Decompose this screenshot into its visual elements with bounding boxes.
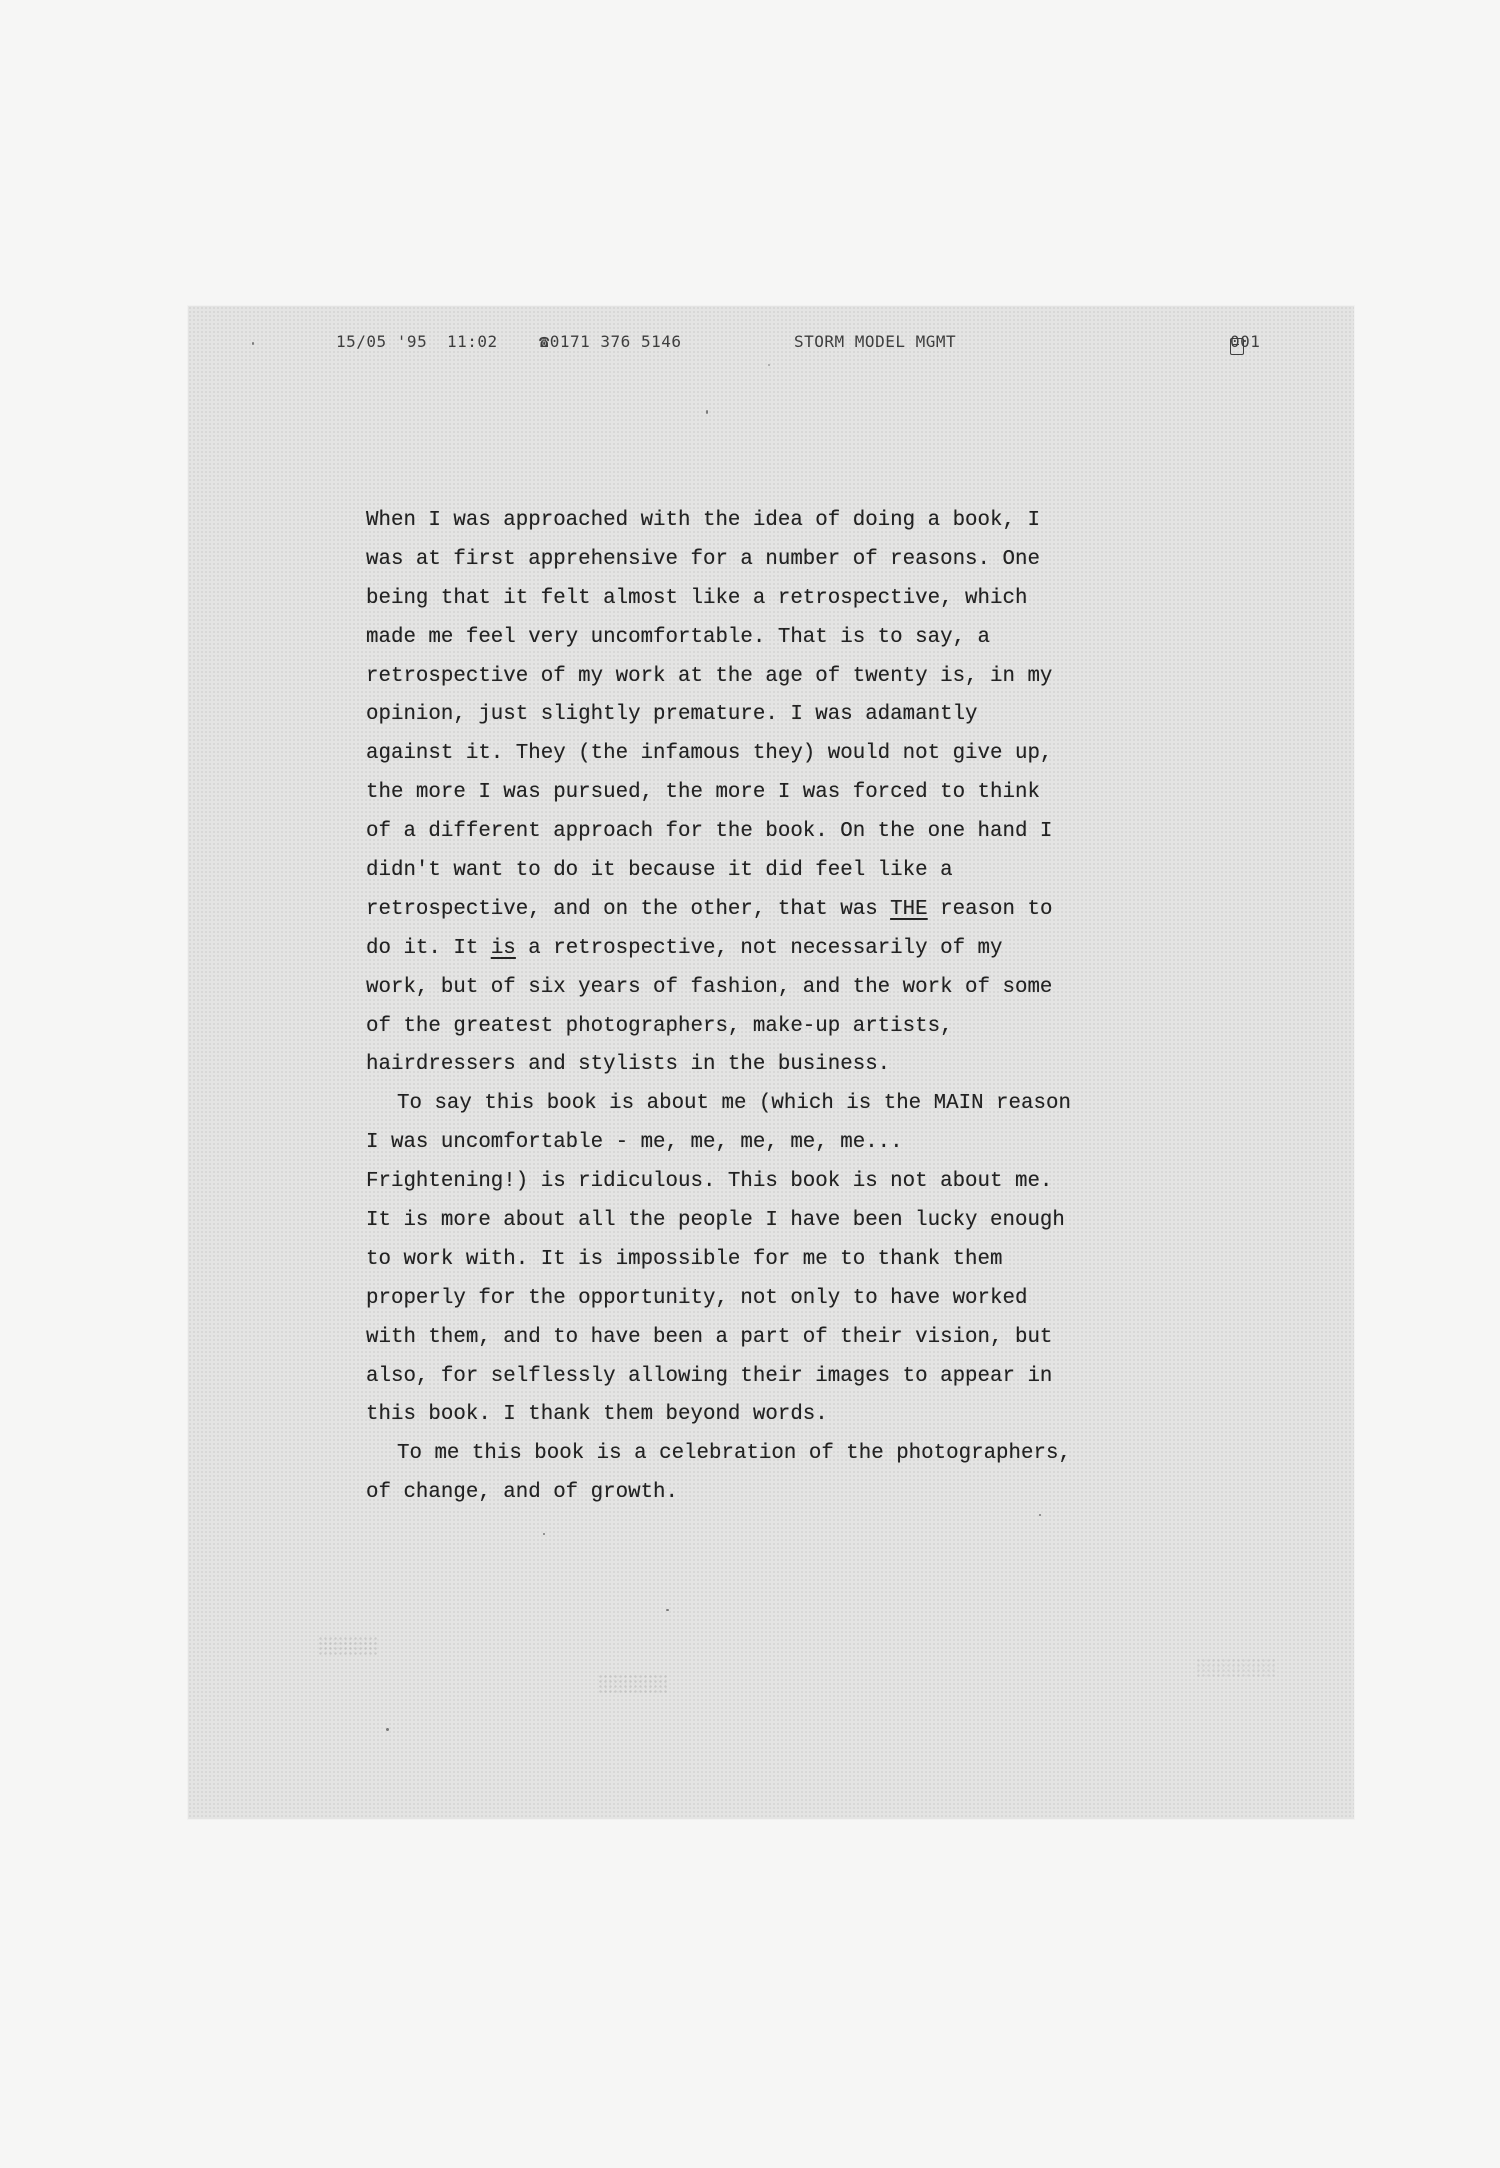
letter-line: [366, 1358, 1166, 1397]
letter-text: also, for selflessly allowing their images to appear in: [366, 1364, 1053, 1388]
letter-text: a retrospective, not necessarily of my: [515, 936, 1003, 960]
letter-line: [366, 1202, 1166, 1241]
fax-speck: [666, 1609, 669, 1611]
fax-sender: STORM MODEL MGMT: [794, 332, 957, 351]
letter-line: [366, 969, 1166, 1008]
letter-text: hairdressers and stylists in the business.: [366, 1053, 891, 1077]
telephone-icon: ☎: [539, 332, 550, 352]
letter-text: I was uncomfortable - me, me, me, me, me...: [366, 1131, 903, 1155]
fax-phone-number: [539, 332, 681, 352]
fax-page-digits: 001: [1230, 332, 1261, 351]
letter-line: [366, 1280, 1166, 1319]
letter-line: [366, 1435, 1166, 1474]
letter-line: [366, 1396, 1166, 1435]
letter-line: [366, 580, 1166, 619]
letter-text: didn't want to do it because it did feel like a: [366, 859, 953, 883]
fax-smudge: [1196, 1658, 1276, 1678]
fax-header: [188, 326, 1354, 356]
fax-speck: [706, 410, 708, 414]
letter-line: [366, 813, 1166, 852]
letter-line: [366, 1319, 1166, 1358]
letter-line: [366, 1085, 1166, 1124]
letter-text: To me this book is a celebration of the photographers,: [397, 1442, 1071, 1466]
letter-text: reason to: [927, 897, 1053, 921]
fax-time: 11:02: [447, 332, 498, 351]
letter-line: [366, 658, 1166, 697]
letter-line: [366, 735, 1166, 774]
fax-smudge: [598, 1674, 668, 1694]
letter-text: work, but of six years of fashion, and the work of some: [366, 975, 1053, 999]
letter-text: Frightening!) is ridiculous. This book is not about me.: [366, 1170, 1053, 1194]
letter-text: of change, and of growth.: [366, 1481, 679, 1505]
letter-text: of a different approach for the book. On the one hand I: [366, 820, 1053, 844]
letter-line: [366, 891, 1166, 930]
letter-text: retrospective, and on the other, that was: [366, 897, 891, 921]
letter-line: [366, 930, 1166, 969]
fax-smudge: [318, 1636, 378, 1656]
letter-line: [366, 1241, 1166, 1280]
fax-speck: [1039, 1514, 1041, 1516]
letter-line: [366, 1474, 1166, 1513]
fax-page-number: [1230, 332, 1260, 351]
letter-text: to work with. It is impossible for me to thank them: [366, 1247, 1003, 1271]
letter-text: made me feel very uncomfortable. That is to say, a: [366, 625, 991, 649]
letter-text: properly for the opportunity, not only to have worked: [366, 1286, 1028, 1310]
letter-line: [366, 1124, 1166, 1163]
fax-page-icon: [1230, 338, 1244, 355]
letter-text: It is more about all the people I have been lucky enough: [366, 1209, 1065, 1233]
fax-speck: [543, 1533, 545, 1535]
fax-date: 15/05 '95: [336, 332, 428, 351]
letter-line: [366, 541, 1166, 580]
fax-speck: [768, 364, 770, 366]
letter-line: [366, 1008, 1166, 1047]
letter-line: [366, 696, 1166, 735]
letter-text: was at first apprehensive for a number of reasons. One: [366, 547, 1040, 571]
letter-text: this book. I thank them beyond words.: [366, 1403, 828, 1427]
letter-line: [366, 502, 1166, 541]
fax-speck: [252, 342, 254, 345]
letter-body: [366, 502, 1166, 1513]
letter-text: being that it felt almost like a retrospective, which: [366, 586, 1028, 610]
underlined-word: is: [490, 936, 516, 960]
letter-line: [366, 852, 1166, 891]
letter-line: [366, 1163, 1166, 1202]
letter-text: do it. It: [366, 936, 491, 960]
letter-text: When I was approached with the idea of doing a book, I: [366, 509, 1040, 532]
letter-text: against it. They (the infamous they) would not give up,: [366, 742, 1053, 766]
letter-line: [366, 774, 1166, 813]
fax-speck: [386, 1728, 389, 1731]
fax-phone-digits: 0171 376 5146: [549, 332, 682, 351]
letter-line: [366, 1046, 1166, 1085]
letter-line: [366, 619, 1166, 658]
letter-text: the more I was pursued, the more I was forced to think: [366, 781, 1040, 805]
letter-text: retrospective of my work at the age of twenty is, in my: [366, 664, 1053, 688]
fax-sheet: [188, 306, 1354, 1819]
letter-text: To say this book is about me (which is the MAIN reason: [397, 1092, 1071, 1116]
letter-text: with them, and to have been a part of their vision, but: [366, 1325, 1053, 1349]
letter-text: opinion, just slightly premature. I was adamantly: [366, 703, 978, 727]
underlined-word: THE: [890, 897, 928, 921]
letter-text: of the greatest photographers, make-up artists,: [366, 1014, 953, 1038]
